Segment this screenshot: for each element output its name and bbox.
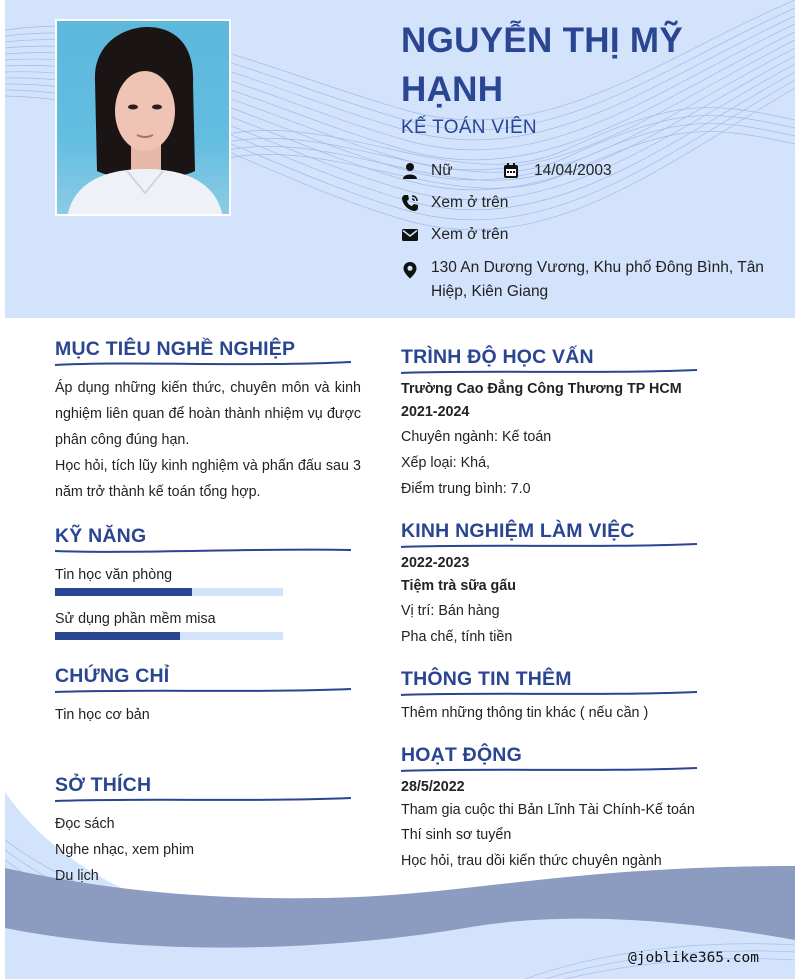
experience-title: KINH NGHIỆM LÀM VIỆC (401, 520, 635, 542)
skills-underline (55, 547, 351, 555)
certificates-underline (55, 687, 351, 695)
hobby-item: Nghe nhạc, xem phim (55, 842, 195, 858)
phone-icon (401, 194, 419, 212)
experience-duty: Pha chế, tính tiền (401, 629, 513, 645)
gender-value: Nữ (431, 162, 453, 179)
phone-row (401, 194, 508, 212)
map-pin-icon (401, 261, 419, 279)
address-value: 130 An Dương Vương, Khu phố Đông Bình, Tân Hiệp, Kiên Giang (431, 259, 764, 300)
job-title: KẾ TOÁN VIÊN (401, 117, 537, 138)
calendar-icon (502, 162, 520, 180)
skill-label-2: Sử dụng phần mềm misa (55, 611, 216, 627)
experience-underline (401, 542, 697, 550)
phone-value: Xem ở trên (431, 194, 509, 211)
watermark-text: @joblike365.com (628, 950, 759, 966)
education-period: 2021-2024 (401, 404, 470, 420)
extra-info-title: THÔNG TIN THÊM (401, 668, 572, 690)
address-row (401, 258, 771, 304)
experience-position: Vị trí: Bán hàng (401, 603, 500, 619)
experience-period: 2022-2023 (401, 555, 470, 571)
gender-row (401, 162, 453, 180)
education-major: Chuyên ngành: Kế toán (401, 429, 552, 445)
email-row (401, 226, 508, 244)
objective-underline (55, 360, 351, 368)
objective-title: MỤC TIÊU NGHỀ NGHIỆP (55, 338, 296, 360)
skill-bar-2 (55, 632, 283, 640)
hobby-item: Đọc sách (55, 816, 115, 832)
certificates-title: CHỨNG CHỈ (55, 665, 170, 687)
hobby-item: Du lịch (55, 868, 99, 884)
cv-page (5, 0, 795, 979)
activities-underline (401, 766, 697, 774)
skill-bar-fill-1 (55, 588, 192, 596)
birth-date-row (502, 162, 612, 180)
email-value: Xem ở trên (431, 226, 509, 243)
certificate-item: Tin học cơ bản (55, 707, 150, 723)
education-underline (401, 368, 697, 376)
education-rank: Xếp loại: Khá, (401, 455, 491, 471)
education-gpa: Điểm trung bình: 7.0 (401, 481, 531, 497)
extra-info-text: Thêm những thông tin khác ( nếu cần ) (401, 705, 649, 721)
hobbies-title: SỞ THÍCH (55, 774, 152, 796)
birth-date-value: 14/04/2003 (534, 162, 612, 179)
hobbies-underline (55, 796, 351, 804)
candidate-name: NGUYỄN THỊ MỸ HẠNH (401, 21, 683, 109)
education-school: Trường Cao Đẳng Công Thương TP HCM (401, 381, 682, 397)
envelope-icon (401, 226, 419, 244)
activities-title: HOẠT ĐỘNG (401, 744, 522, 766)
activity-item: Thí sinh sơ tuyển (401, 827, 512, 843)
header-band (5, 0, 795, 318)
skills-title: KỸ NĂNG (55, 525, 147, 547)
profile-photo (55, 19, 231, 216)
education-title: TRÌNH ĐỘ HỌC VẤN (401, 346, 594, 368)
experience-company: Tiệm trà sữa gấu (401, 578, 516, 594)
skill-bar-fill-2 (55, 632, 180, 640)
skill-label-1: Tin học văn phòng (55, 567, 173, 583)
extra-info-underline (401, 690, 697, 698)
user-icon (401, 162, 419, 180)
activity-item: Tham gia cuộc thi Bản Lĩnh Tài Chính-Kế toán (401, 802, 695, 818)
objective-paragraph-1: Áp dụng những kiến thức, chuyên môn và kinh nghiệm liên quan để hoàn thành nhiệm vụ được phân công đúng hạn. (55, 380, 361, 448)
activity-item: Học hỏi, trau dồi kiến thức chuyên ngành (401, 853, 662, 869)
activity-date: 28/5/2022 (401, 779, 465, 795)
objective-paragraph-2: Học hỏi, tích lũy kinh nghiệm và phấn đấu sau 3 năm trở thành kế toán tổng hợp. (55, 458, 361, 500)
skill-bar-1 (55, 588, 283, 596)
